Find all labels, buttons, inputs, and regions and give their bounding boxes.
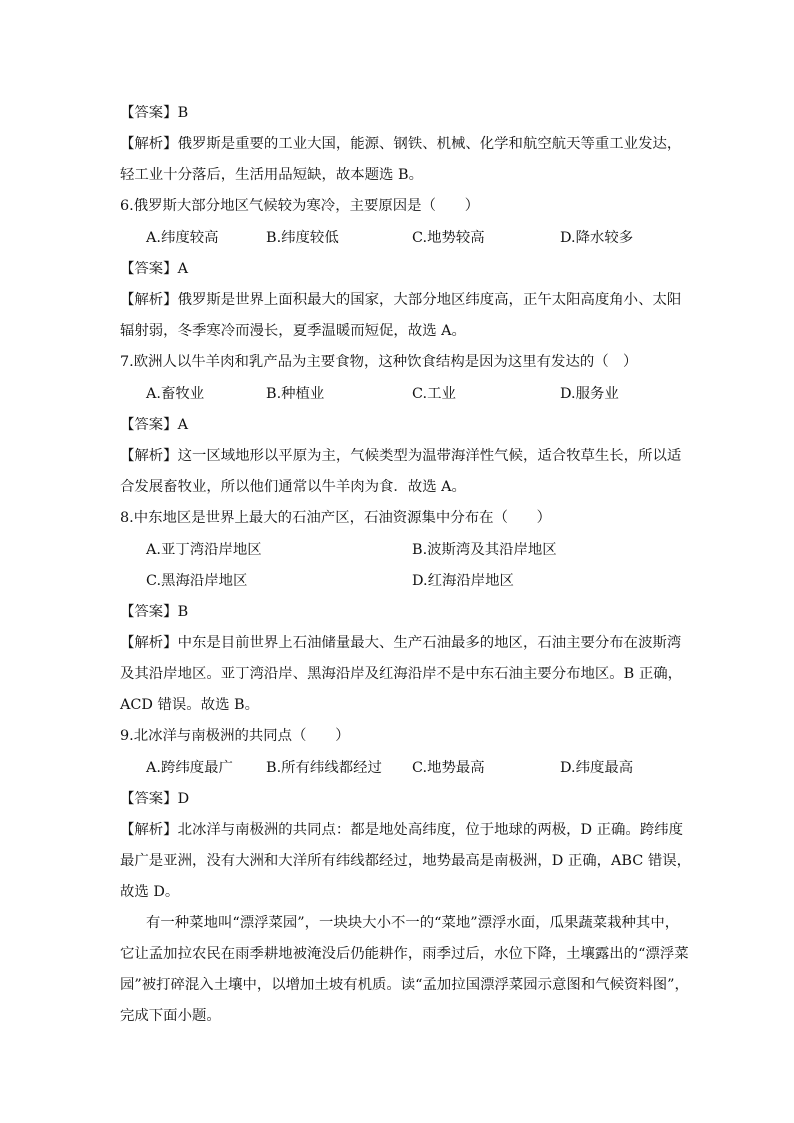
option-a: A.跨纬度最广: [146, 760, 233, 776]
analysis-q6-line-2: 辐射弱，冬季寒冷而漫长，夏季温暖而短促，故选 A。: [120, 323, 466, 339]
option-b: B.波斯湾及其沿岸地区: [412, 542, 557, 558]
passage-line-3: 园”被打碎混入土壤中，以增加土坡有机质。读“孟加拉国漂浮菜园示意图和气候资料图”，: [120, 977, 689, 993]
option-a: A.纬度较高: [146, 230, 219, 246]
option-c: C.地势较高: [412, 230, 485, 246]
passage-line-2: 它让孟加拉农民在雨季耕地被淹没后仍能耕作，雨季过后，水位下降，土壤露出的“漂浮菜: [120, 946, 689, 962]
passage-line-1: 有一种菜地叫“漂浮菜园”，一块块大小不一的“菜地”漂浮水面，瓜果蔬菜栽种其中，: [146, 915, 680, 931]
option-c: C.工业: [412, 386, 456, 402]
option-c: C.地势最高: [412, 760, 485, 776]
option-d: D.红海沿岸地区: [412, 573, 514, 589]
analysis-q7-line-2: 合发展畜牧业，所以他们通常以牛羊肉为食．故选 A。: [120, 479, 466, 495]
option-b: B.种植业: [266, 386, 325, 402]
option-c: C.黑海沿岸地区: [146, 573, 248, 589]
answer-q7: 【答案】A: [120, 417, 188, 433]
option-b: B.所有纬线都经过: [266, 760, 382, 776]
answer-q8: 【答案】B: [120, 604, 189, 620]
option-b: B.纬度较低: [266, 230, 339, 246]
answer-q9: 【答案】D: [120, 791, 190, 807]
analysis-q6-line-1: 【解析】俄罗斯是世界上面积最大的国家，大部分地区纬度高，正午太阳高度角小、太阳: [120, 292, 682, 308]
option-a: A.亚丁湾沿岸地区: [146, 542, 262, 558]
analysis-q8-line-1: 【解析】中东是目前世界上石油储量最大、生产石油最多的地区，石油主要分布在波斯湾: [120, 635, 682, 651]
analysis-q5-line-2: 轻工业十分落后，生活用品短缺，故本题选 B。: [120, 167, 423, 183]
analysis-q9-line-1: 【解析】北冰洋与南极洲的共同点：都是地处高纬度，位于地球的两极，D 正确。跨纬度: [120, 822, 683, 838]
option-d: D.降水较多: [560, 230, 634, 246]
analysis-q9-line-3: 故选 D。: [120, 884, 180, 900]
analysis-q8-line-3: ACD 错误。故选 B。: [120, 697, 260, 713]
question-7-stem: 7.欧洲人以牛羊肉和乳产品为主要食物，这种饮食结构是因为这里有发达的（ ）: [120, 354, 638, 370]
question-6-stem: 6.俄罗斯大部分地区气候较为寒冷，主要原因是（ ）: [120, 198, 480, 214]
analysis-q7-line-1: 【解析】这一区域地形以平原为主，气候类型为温带海洋性气候，适合牧草生长，所以适: [120, 448, 682, 464]
analysis-q8-line-2: 及其沿岸地区。亚丁湾沿岸、黑海沿岸及红海沿岸不是中东石油主要分布地区。B 正确，: [120, 666, 682, 682]
answer-q5: 【答案】B: [120, 105, 189, 121]
option-d: D.服务业: [560, 386, 619, 402]
question-9-stem: 9.北冰洋与南极洲的共同点（ ）: [120, 728, 350, 744]
question-8-stem: 8.中东地区是世界上最大的石油产区，石油资源集中分布在（ ）: [120, 510, 552, 526]
analysis-q9-line-2: 最广是亚洲，没有大洲和大洋所有纬线都经过，地势最高是南极洲，D 正确，ABC 错误，: [120, 853, 691, 869]
option-d: D.纬度最高: [560, 760, 634, 776]
answer-q6: 【答案】A: [120, 261, 188, 277]
option-a: A.畜牧业: [146, 386, 205, 402]
passage-line-4: 完成下面小题。: [120, 1008, 221, 1024]
analysis-q5-line-1: 【解析】俄罗斯是重要的工业大国，能源、钢铁、机械、化学和航空航天等重工业发达，: [120, 136, 682, 152]
